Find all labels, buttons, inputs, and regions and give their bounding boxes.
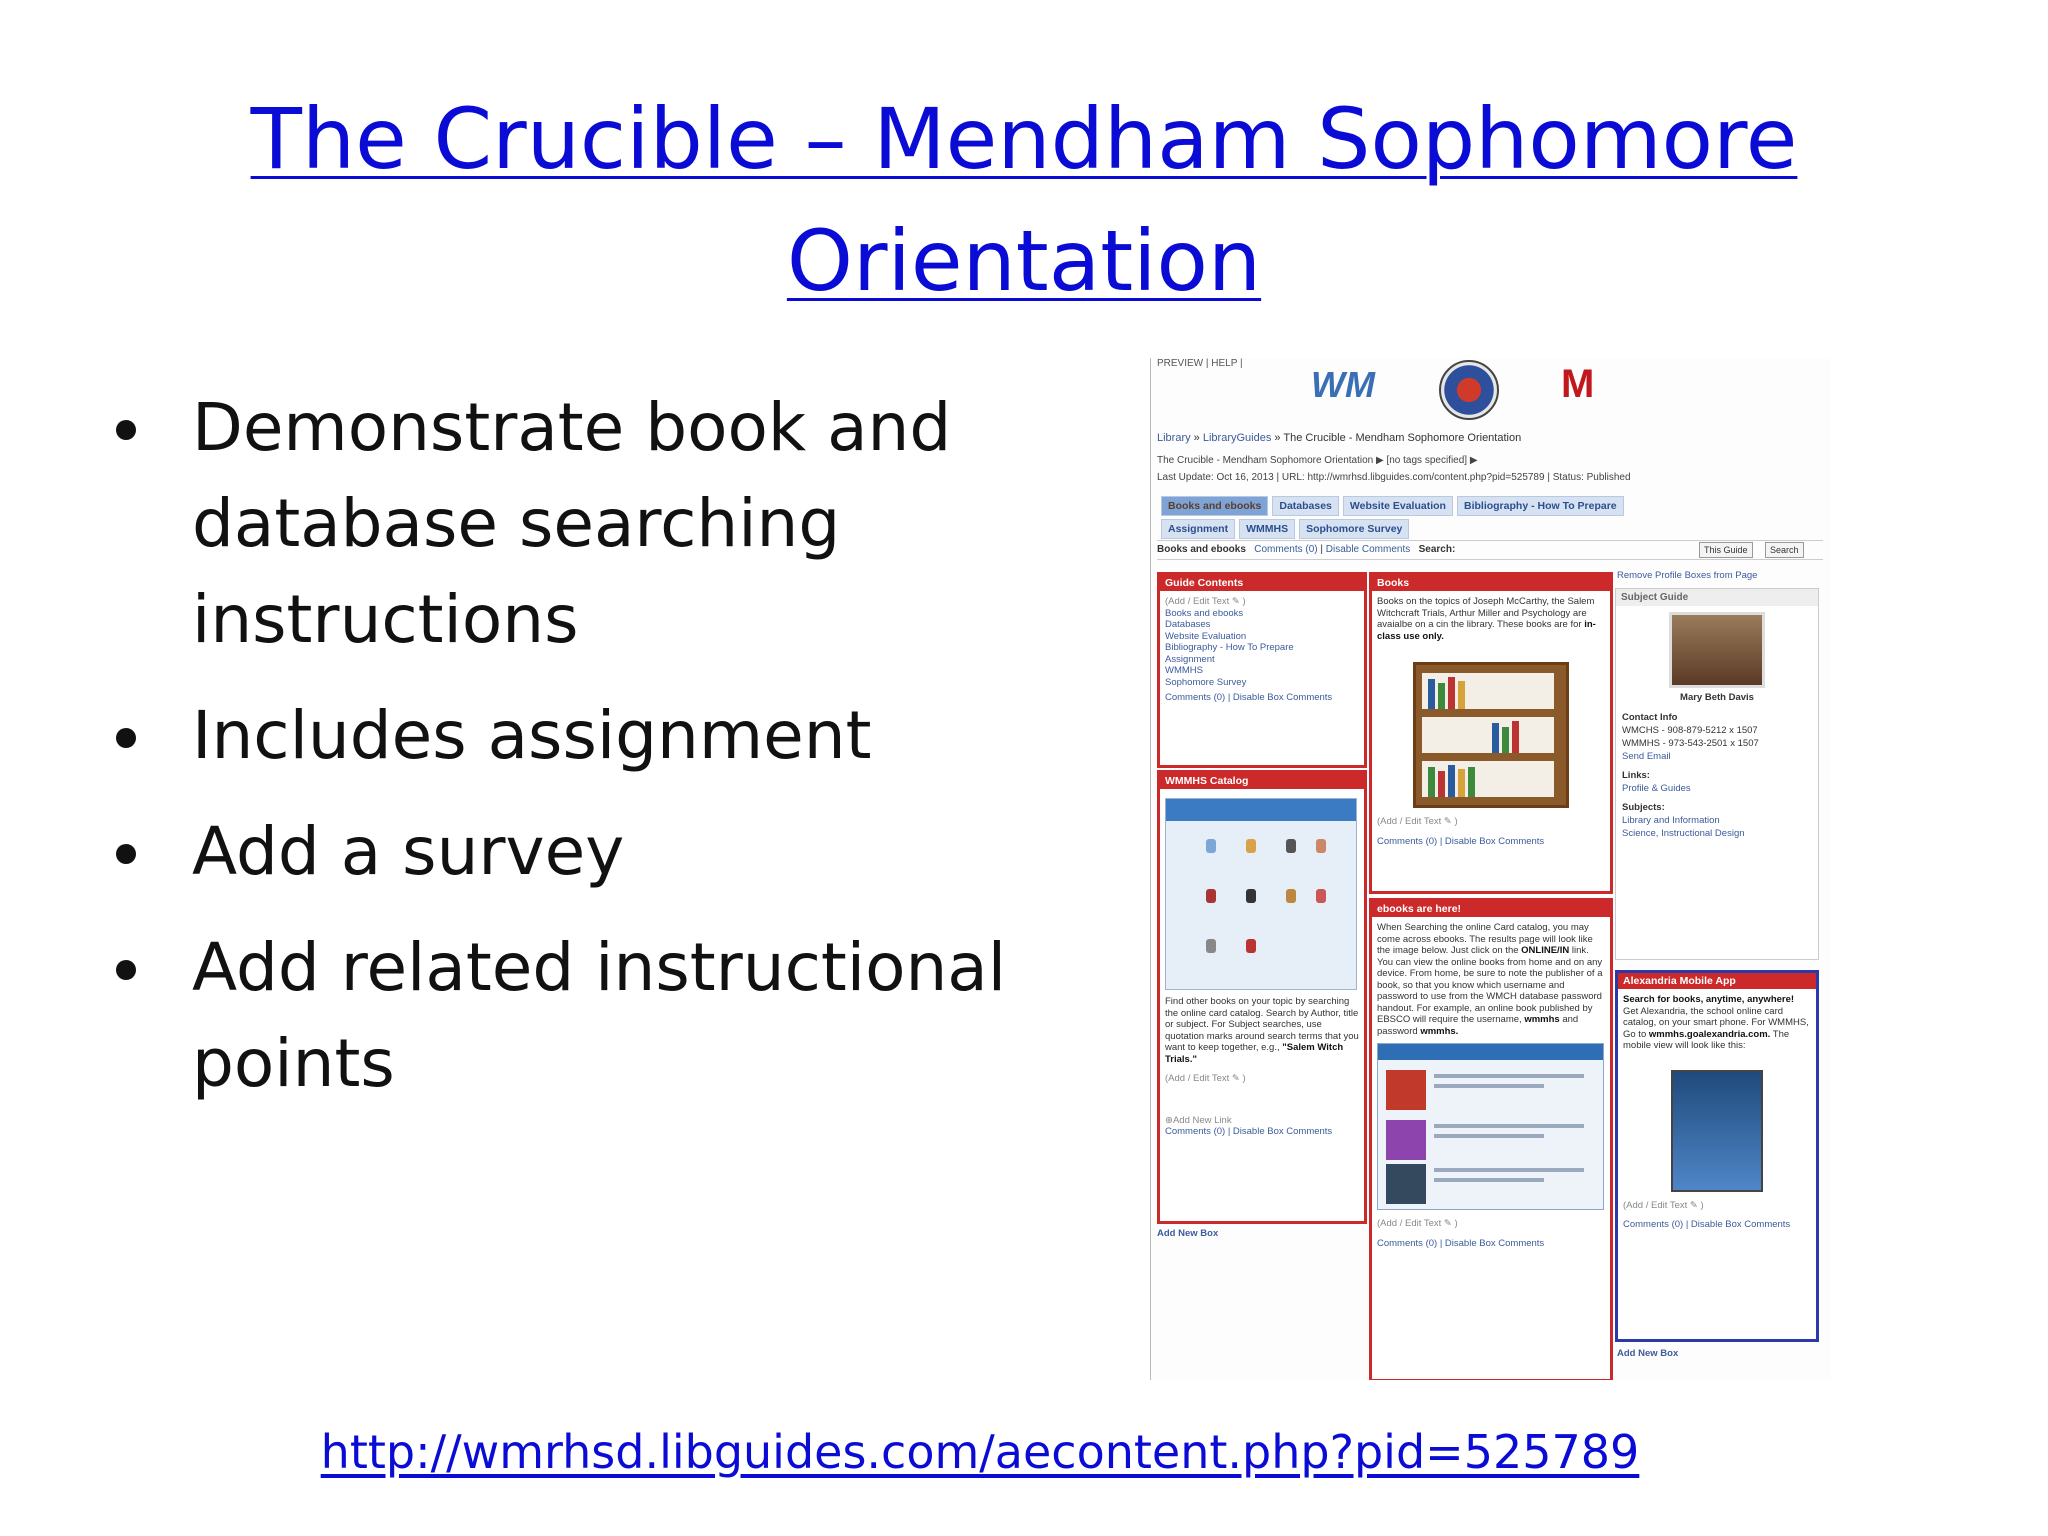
- guide-url-link[interactable]: http://wmrhsd.libguides.com/aecontent.php?pid=525789: [320, 1425, 1640, 1479]
- librarian-photo: [1669, 612, 1765, 688]
- search-results-image: [1377, 1043, 1604, 1210]
- box-header: Books: [1372, 575, 1610, 591]
- comments-link[interactable]: Comments (0): [1254, 544, 1318, 555]
- box-header: WMMHS Catalog: [1160, 773, 1364, 789]
- bullet-dot: [116, 844, 136, 864]
- add-new-box-link[interactable]: Add New Box: [1157, 1228, 1219, 1239]
- bullet-dot: [116, 420, 136, 440]
- bookshelf-image: [1413, 662, 1569, 808]
- box-header: Guide Contents: [1160, 575, 1364, 591]
- district-seal-logo: [1439, 360, 1499, 420]
- guide-tabs: [1161, 496, 1801, 542]
- tab-sophomore-survey[interactable]: Sophomore Survey: [1299, 519, 1409, 539]
- mendham-m-logo: M: [1561, 362, 1595, 406]
- search-button[interactable]: Search: [1765, 542, 1804, 558]
- guide-info: The Crucible - Mendham Sophomore Orientation ▶ [no tags specified] ▶ Last Update: Oct 16, 2013 | URL: http://wmrhsd.libguides.com/content.php?pid=525789 | Status: Published: [1157, 455, 1631, 483]
- bullet-item: Demonstrate book and database searching instructions: [110, 380, 1070, 668]
- tab-assignment[interactable]: Assignment: [1161, 519, 1235, 539]
- mobile-app-image: [1671, 1070, 1763, 1192]
- page-subbar: Books and ebooks Comments (0) | Disable Comments Search: This Guide Search: [1157, 540, 1823, 560]
- bullet-item: Includes assignment: [110, 688, 1070, 784]
- slide-title: [0, 78, 2048, 322]
- tab-books-and-ebooks[interactable]: Books and ebooks: [1161, 496, 1268, 516]
- books-box: Books Books on the topics of Joseph McCarthy, the Salem Witchcraft Trials, Arthur Miller and Psychology are avaialbe on a cin the library. These books are for in-class use only. (Add / Edit Text ✎ ) Comments (0) | Disable Box Comments: [1369, 572, 1613, 894]
- title-line2: Orientation: [786, 212, 1262, 310]
- wm-logo: WM: [1311, 364, 1375, 405]
- guide-contents-box: Guide Contents (Add / Edit Text ✎ ) Books and ebooks Databases Website Evaluation Bibliography - How To Prepare Assignment WMMHS Sophomore Survey Comments (0) | Disable Box Comments: [1157, 572, 1367, 768]
- search-scope-select[interactable]: This Guide: [1699, 542, 1753, 558]
- libguide-screenshot: [1150, 358, 1831, 1380]
- bullet-item: Add a survey: [110, 804, 1070, 900]
- send-email-link[interactable]: Send Email: [1622, 751, 1671, 762]
- tab-databases[interactable]: Databases: [1272, 496, 1339, 516]
- ebooks-box: ebooks are here! When Searching the online Card catalog, you may come across ebooks. The results page will look like the image below. Just click on the ONLINE/IN link. You can view the online books from home and on any device. From home, be sure to note the publisher of a book, so that you know which username and password to use from the WMCH database password handout. For example, an online book published by EBSCO will require the username, wmmhs and password wmmhs. (Add / Edit Text ✎ ) Comments (0) | Disable Box Comments: [1369, 898, 1613, 1380]
- breadcrumb: Library » LibraryGuides » The Crucible - Mendham Sophomore Orientation: [1157, 432, 1522, 444]
- bullet-item: Add related instructional points: [110, 920, 1070, 1112]
- add-new-box-link-right[interactable]: Add New Box: [1617, 1348, 1679, 1359]
- tab-bibliography[interactable]: Bibliography - How To Prepare: [1457, 496, 1624, 516]
- mobile-app-box: Alexandria Mobile App Search for books, anytime, anywhere! Get Alexandria, the school online card catalog, on your smart phone. For WMMHS, Go to wmmhs.goalexandria.com. The mobile view will look like this: (Add / Edit Text ✎ ) Comments (0) | Disable Box Comments: [1615, 970, 1819, 1342]
- tab-wmmhs[interactable]: WMMHS: [1239, 519, 1295, 539]
- subject-guide-box: Subject Guide Mary Beth Davis Contact Info WMCHS - 908-879-5212 x 1507 WMMHS - 973-543-2501 x 1507 Send Email Links: Profile & Guides Subjects: Library and Information Science, Instructional Design: [1615, 588, 1819, 960]
- title-line1: The Crucible – Mendham Sophomore: [250, 90, 1798, 188]
- top-links: PREVIEW | HELP |: [1157, 358, 1243, 369]
- bullet-dot: [116, 728, 136, 748]
- box-header: ebooks are here!: [1372, 901, 1610, 917]
- bullet-dot: [116, 960, 136, 980]
- bullet-list: [110, 380, 1070, 1132]
- catalog-box: WMMHS Catalog Find other books on your topic by searching the online card catalog. Search by Author, title or subject. For Subject searches, use quotation marks around search terms that you want to keep together, e.g., "Salem Witch Trials." (Add / Edit Text ✎ ) ⊕Add New Link Comments (0) | Disable Box Comments: [1157, 770, 1367, 1224]
- disable-comments-link[interactable]: Disable Comments: [1325, 544, 1411, 555]
- box-header: Alexandria Mobile App: [1618, 973, 1816, 989]
- catalog-screenshot-image: [1165, 798, 1357, 990]
- tab-website-evaluation[interactable]: Website Evaluation: [1343, 496, 1453, 516]
- footer-url: [0, 1422, 1960, 1482]
- title-link[interactable]: [251, 90, 1798, 310]
- remove-profile-boxes-link[interactable]: Remove Profile Boxes from Page: [1617, 570, 1758, 581]
